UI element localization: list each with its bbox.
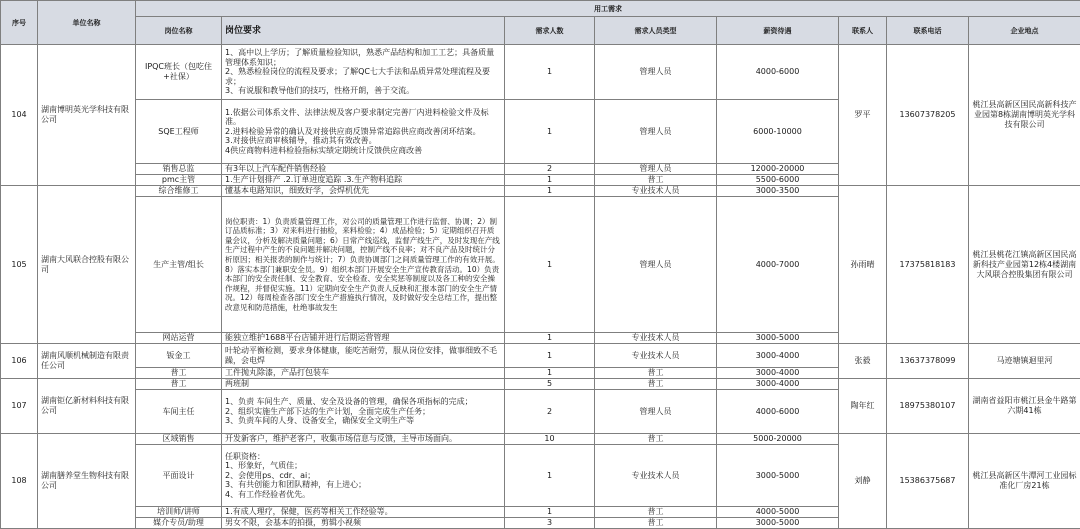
header-contact: 联系人 bbox=[839, 17, 887, 45]
job-position: 综合维修工 bbox=[136, 186, 222, 197]
job-requirements: 任职资格： 1、形象好，气质佳； 2、会使用ps、cdr、ai； 3、有共创能力和团队精神，有上进心； 4、有工作经验者优先。 bbox=[222, 445, 505, 507]
table-row bbox=[1, 379, 1080, 390]
job-position: 生产主管/组长 bbox=[136, 197, 222, 333]
job-requirements: 叶轮动平衡检测，要求身体健康，能吃苦耐劳，服从岗位安排，做事细致不毛躁，会电焊 bbox=[222, 344, 505, 368]
job-count: 1 bbox=[505, 100, 595, 164]
job-count: 1 bbox=[505, 333, 595, 344]
job-count: 5 bbox=[505, 379, 595, 390]
job-salary: 3000-4000 bbox=[717, 379, 839, 390]
job-position: 普工 bbox=[136, 368, 222, 379]
job-requirements: 男女不限，会基本的拍摄，剪辑小视频 bbox=[222, 518, 505, 529]
job-position: 区域销售 bbox=[136, 434, 222, 445]
job-type: 普工 bbox=[595, 368, 717, 379]
job-requirements: 1、高中以上学历；了解质量检验知识，熟悉产品结构和加工工艺；具备质量管理体系知识； 2、熟悉检验岗位的流程及要求；了解QC七大手法和品质异常处理流程及要求； 3、有说服和教导他们的技巧，性格开朗，善于交流。 bbox=[222, 45, 505, 100]
job-position: 平面设计 bbox=[136, 445, 222, 507]
table-row bbox=[1, 344, 1080, 368]
job-type: 专业技术人员 bbox=[595, 344, 717, 368]
company-name: 湖南博明英光学科技有限公司 bbox=[38, 45, 136, 186]
company-phone: 15386375687 bbox=[887, 434, 969, 529]
job-salary: 5000-20000 bbox=[717, 434, 839, 445]
company-name: 湖南大风联合控股有限公司 bbox=[38, 186, 136, 344]
job-salary: 3000-5000 bbox=[717, 445, 839, 507]
job-requirements: 岗位职责：1）负责质量管理工作，对公司的质量管理工作进行监督、协调；2）制订品质标准；3）对来料进行抽检，来料检验；4）成品检验；5）定期组织召开质量会议，分析及解决质量问题；6）日常产线巡线，监督产线生产，及时发现在产线生产过程中产生的不良问题并解决问题，控制产线不良率；对不良产品及时统计分析原因；相关报表的制作与统计；7）负责协调部门之间质量管理工作的有效开展。8）落实本部门兼职安全员。9）组织本部门开展安全生产宣传教育活动。10）负责本部门的安全责任制、安全教育、安全检查、安全奖惩等制度以及各工种的安全操作规程，并督促实施。11）定期向安全生产负责人反映和汇报本部门的安全生产情况。12）每周检查各部门安全生产措施执行情况，及时做好安全总结工作，提出整改意见和防范措施，杜绝事故发生 bbox=[222, 197, 505, 333]
job-count: 1 bbox=[505, 507, 595, 518]
job-requirements: 1、负责 车间生产、质量、安全及设备的管理，确保各项指标的完成； 2、组织实施生产部下达的生产计划，全面完成生产任务； 3、负责车间的人身、设备安全，确保安全文明生产等 bbox=[222, 390, 505, 434]
job-requirements: 1.生产计划排产 .2.订单进度追踪 .3.生产物料追踪 bbox=[222, 175, 505, 186]
job-salary: 3000-3500 bbox=[717, 186, 839, 197]
job-count: 10 bbox=[505, 434, 595, 445]
company-seq: 107 bbox=[1, 379, 38, 434]
job-salary: 12000-20000 bbox=[717, 164, 839, 175]
company-phone: 13637378099 bbox=[887, 344, 969, 379]
header-count: 需求人数 bbox=[505, 17, 595, 45]
job-type: 管理人员 bbox=[595, 100, 717, 164]
job-count: 2 bbox=[505, 390, 595, 434]
job-requirements: 能独立维护1688平台店铺并进行后期运营管理 bbox=[222, 333, 505, 344]
job-count: 3 bbox=[505, 518, 595, 529]
job-type: 普工 bbox=[595, 379, 717, 390]
job-salary: 4000-7000 bbox=[717, 197, 839, 333]
company-seq: 104 bbox=[1, 45, 38, 186]
table-row bbox=[1, 434, 1080, 445]
company-name: 湖南风顺机械制造有限责任公司 bbox=[38, 344, 136, 379]
job-requirements: 懂基本电路知识，细致好学，会焊机优先 bbox=[222, 186, 505, 197]
job-type: 普工 bbox=[595, 434, 717, 445]
job-count: 1 bbox=[505, 445, 595, 507]
header-type: 需求人员类型 bbox=[595, 17, 717, 45]
company-contact: 陶年红 bbox=[839, 379, 887, 434]
job-salary: 4000-6000 bbox=[717, 390, 839, 434]
job-position: 培训师/讲师 bbox=[136, 507, 222, 518]
header-phone: 联系电话 bbox=[887, 17, 969, 45]
company-contact: 刘静 bbox=[839, 434, 887, 529]
job-type: 管理人员 bbox=[595, 197, 717, 333]
job-type: 管理人员 bbox=[595, 390, 717, 434]
job-type: 专业技术人员 bbox=[595, 186, 717, 197]
company-seq: 108 bbox=[1, 434, 38, 529]
job-requirements: 工件抛丸除漆，产品打包装车 bbox=[222, 368, 505, 379]
job-count: 1 bbox=[505, 175, 595, 186]
job-salary: 3000-5000 bbox=[717, 518, 839, 529]
job-position: IPQC班长（包吃住+社保） bbox=[136, 45, 222, 100]
company-contact: 孙雨晴 bbox=[839, 186, 887, 344]
job-position: pmc主管 bbox=[136, 175, 222, 186]
job-salary: 6000-10000 bbox=[717, 100, 839, 164]
job-type: 普工 bbox=[595, 507, 717, 518]
table-row bbox=[1, 186, 1080, 197]
job-position: 媒介专员/助理 bbox=[136, 518, 222, 529]
job-type: 普工 bbox=[595, 518, 717, 529]
job-position: 普工 bbox=[136, 379, 222, 390]
job-position: 钣金工 bbox=[136, 344, 222, 368]
company-phone: 13607378205 bbox=[887, 45, 969, 186]
job-type: 管理人员 bbox=[595, 45, 717, 100]
header-address: 企业地点 bbox=[969, 17, 1080, 45]
company-phone: 18975380107 bbox=[887, 379, 969, 434]
company-contact: 罗平 bbox=[839, 45, 887, 186]
company-seq: 105 bbox=[1, 186, 38, 344]
job-position: 网站运营 bbox=[136, 333, 222, 344]
job-requirements: 1.依据公司体系文件、法律法规及客户要求制定完善厂内进料检验文件及标准。 2.进料检验异常的确认及对接供应商反馈异常追踪供应商改善闭环结案。 3.对接供应商审核辅导，推动其有效改善。 4供应商物料进料检验指标实绩定期统计反馈供应商改善 bbox=[222, 100, 505, 164]
job-requirements: 两班制 bbox=[222, 379, 505, 390]
job-salary: 3000-4000 bbox=[717, 344, 839, 368]
company-address: 马迹塘镇迴里河 bbox=[969, 344, 1080, 379]
job-count: 1 bbox=[505, 45, 595, 100]
company-address: 桃江县高新区国民高新科技产业园第8栋湖南博明英光学科技有限公司 bbox=[969, 45, 1080, 186]
job-count: 1 bbox=[505, 197, 595, 333]
job-requirements: 有3年以上汽车配件销售经验 bbox=[222, 164, 505, 175]
job-salary: 5500-6000 bbox=[717, 175, 839, 186]
header-position: 岗位名称 bbox=[136, 17, 222, 45]
header-demand-group: 用工需求 bbox=[136, 1, 1080, 17]
company-seq: 106 bbox=[1, 344, 38, 379]
job-type: 专业技术人员 bbox=[595, 333, 717, 344]
header-company: 单位名称 bbox=[38, 1, 136, 45]
job-requirements: 1.有成人理疗，保健，医药等相关工作经验等。 bbox=[222, 507, 505, 518]
job-salary: 3000-4000 bbox=[717, 368, 839, 379]
job-position: 销售总监 bbox=[136, 164, 222, 175]
header-salary: 薪资待遇 bbox=[717, 17, 839, 45]
company-contact: 张毅 bbox=[839, 344, 887, 379]
job-type: 管理人员 bbox=[595, 164, 717, 175]
header-seq: 序号 bbox=[1, 1, 38, 45]
job-salary: 4000-6000 bbox=[717, 45, 839, 100]
job-position: SQE工程师 bbox=[136, 100, 222, 164]
job-count: 2 bbox=[505, 164, 595, 175]
company-address: 湖南省益阳市桃江县金牛路第六期41栋 bbox=[969, 379, 1080, 434]
company-address: 桃江县桃花江镇高新区国民高新科技产业园第12栋4楼湖南大风联合控股集团有限公司 bbox=[969, 186, 1080, 344]
company-address: 桃江县高新区牛潭河工业园标准化厂房21栋 bbox=[969, 434, 1080, 529]
job-type: 普工 bbox=[595, 175, 717, 186]
header-requirements: 岗位要求 bbox=[222, 17, 505, 45]
job-type: 专业技术人员 bbox=[595, 445, 717, 507]
company-name: 湖南钜亿新材料科技有限公司 bbox=[38, 379, 136, 434]
job-count: 1 bbox=[505, 344, 595, 368]
company-name: 湖南膳养堂生物科技有限公司 bbox=[38, 434, 136, 529]
job-count: 1 bbox=[505, 368, 595, 379]
job-salary: 3000-5000 bbox=[717, 333, 839, 344]
job-count: 1 bbox=[505, 186, 595, 197]
job-salary: 4000-5000 bbox=[717, 507, 839, 518]
job-requirements: 开发新客户，维护老客户，收集市场信息与反馈，主导市场面向。 bbox=[222, 434, 505, 445]
table-row bbox=[1, 45, 1080, 100]
company-phone: 17375818183 bbox=[887, 186, 969, 344]
job-position: 车间主任 bbox=[136, 390, 222, 434]
